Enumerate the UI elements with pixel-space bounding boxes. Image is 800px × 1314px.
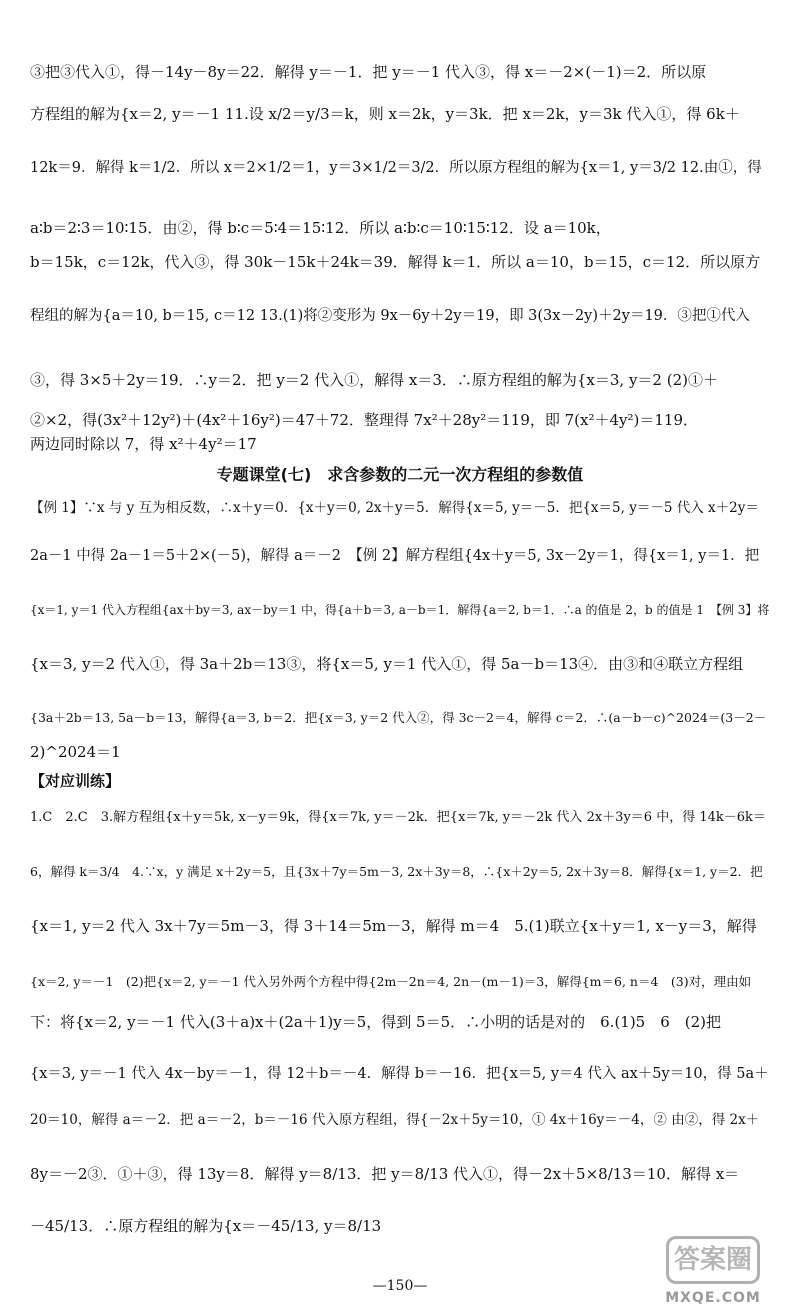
text-line: ②×2，得(3x²＋12y²)＋(4x²＋16y²)＝47＋72．整理得 7x²＋28y²＝119，即 7(x²＋4y²)＝119． — [30, 411, 699, 429]
watermark-text: MXQE.COM — [665, 1290, 761, 1306]
text-line: 程组的解为{a＝10, b＝15, c＝12 13.(1)将②变形为 9x－6y＋2y＝19，即 3(3x－2y)＋2y＝19．③把①代入 — [30, 308, 750, 324]
text-line: b＝15k，c＝12k，代入③，得 30k－15k＋24k＝39．解得 k＝1．所以 a＝10，b＝15，c＝12．所以原方 — [30, 253, 761, 271]
section-title: 专题课堂(七) 求含参数的二元一次方程组的参数值 — [216, 465, 584, 484]
example-line: {x＝3, y＝2 代入①，得 3a＋2b＝13③，将{x＝5, y＝1 代入①，得 5a－b＝13④．由③和④联立方程组 — [30, 655, 744, 673]
example-line: 2)^2024＝1 — [30, 743, 121, 761]
exercise-line: {x＝1, y＝2 代入 3x＋7y＝5m－3，得 3＋14＝5m－3，解得 m＝4 5.(1)联立{x＋y＝1, x－y＝3，解得 — [30, 917, 757, 935]
example-line: 【例 1】∵x 与 y 互为相反数，∴x＋y＝0．{x＋y＝0, 2x＋y＝5．解得{x＝5, y＝－5．把{x＝5, y＝－5 代入 x＋2y＝ — [30, 500, 759, 516]
text-line: 两边同时除以 7，得 x²＋4y²＝17 — [30, 435, 257, 453]
text-line: ③，得 3×5＋2y＝19．∴y＝2．把 y＝2 代入①，解得 x＝3．∴原方程组的解为{x＝3, y＝2 (2)①＋ — [30, 371, 718, 389]
exercise-line: 20＝10，解得 a＝－2．把 a＝－2，b＝－16 代入原方程组，得{－2x＋5y＝10，① 4x＋16y＝－4，② 由②，得 2x＋ — [30, 1112, 760, 1128]
exercise-line: －45/13．∴原方程组的解为{x＝－45/13, y＝8/13 — [30, 1217, 382, 1235]
example-line: {3a＋2b＝13, 5a－b＝13，解得{a＝3, b＝2．把{x＝3, y＝2 代入②，得 3c－2＝4，解得 c＝2．∴(a－b－c)^2024＝(3－2－ — [30, 710, 767, 725]
example-line: {x＝1, y＝1 代入方程组{ax＋by＝3, ax－by＝1 中，得{a＋b＝3, a－b＝1．解得{a＝2, b＝1．∴a 的值是 2，b 的值是 1 【例 3】将 — [30, 603, 770, 617]
text-line: a∶b＝2∶3＝10∶15．由②，得 b∶c＝5∶4＝15∶12．所以 a∶b∶c＝10∶15∶12．设 a＝10k， — [30, 219, 611, 237]
exercise-line: 1.C 2.C 3.解方程组{x＋y＝5k, x－y＝9k，得{x＝7k, y＝－2k．把{x＝7k, y＝－2k 代入 2x＋3y＝6 中，得 14k－6k＝ — [30, 810, 766, 825]
text-line: ③把③代入①，得－14y－8y＝22．解得 y＝－1．把 y＝－1 代入③，得 x＝－2×(－1)＝2．所以原 — [30, 63, 707, 81]
exercise-line: {x＝2, y＝－1 (2)把{x＝2, y＝－1 代入另外两个方程中得{2m－2n＝4, 2n－(m－1)＝3，解得{m＝6, n＝4 (3)对，理由如 — [30, 974, 752, 989]
example-line: 2a－1 中得 2a－1＝5＋2×(－5)，解得 a＝－2 【例 2】解方程组{4x＋y＝5, 3x－2y＝1，得{x＝1, y＝1．把 — [30, 548, 760, 564]
exercise-line: 8y＝－2③．①＋③，得 13y＝8．解得 y＝8/13．把 y＝8/13 代入①，得－2x＋5×8/13＝10．解得 x＝ — [30, 1165, 740, 1183]
text-line: 方程组的解为{x＝2, y＝－1 11.设 x/2＝y/3＝k，则 x＝2k，y＝3k．把 x＝2k，y＝3k 代入①，得 6k＋ — [30, 105, 740, 123]
exercise-line: 下：将{x＝2, y＝－1 代入(3＋a)x＋(2a＋1)y＝5，得到 5＝5．∴小明的话是对的 6.(1)5 6 (2)把 — [30, 1013, 722, 1031]
exercise-line: {x＝3, y＝－1 代入 4x－by＝－1，得 12＋b＝－4．解得 b＝－16．把{x＝5, y＝4 代入 ax＋5y＝10，得 5a＋ — [30, 1066, 769, 1082]
exercise-line: 6，解得 k＝3/4 4.∵x，y 满足 x＋2y＝5，且{3x＋7y＝5m－3, 2x＋3y＝8，∴{x＋2y＝5, 2x＋3y＝8．解得{x＝1, y＝2．把 — [30, 864, 763, 879]
exercise-heading: 【对应训练】 — [30, 772, 121, 790]
watermark-mark: 答案圈 — [666, 1236, 760, 1284]
text-line: 12k＝9．解得 k＝1/2．所以 x＝2×1/2＝1，y＝3×1/2＝3/2．所以原方程组的解为{x＝1, y＝3/2 12.由①，得 — [30, 160, 762, 176]
watermark-logo — [638, 1236, 788, 1308]
page-number: —150— — [372, 1278, 428, 1294]
